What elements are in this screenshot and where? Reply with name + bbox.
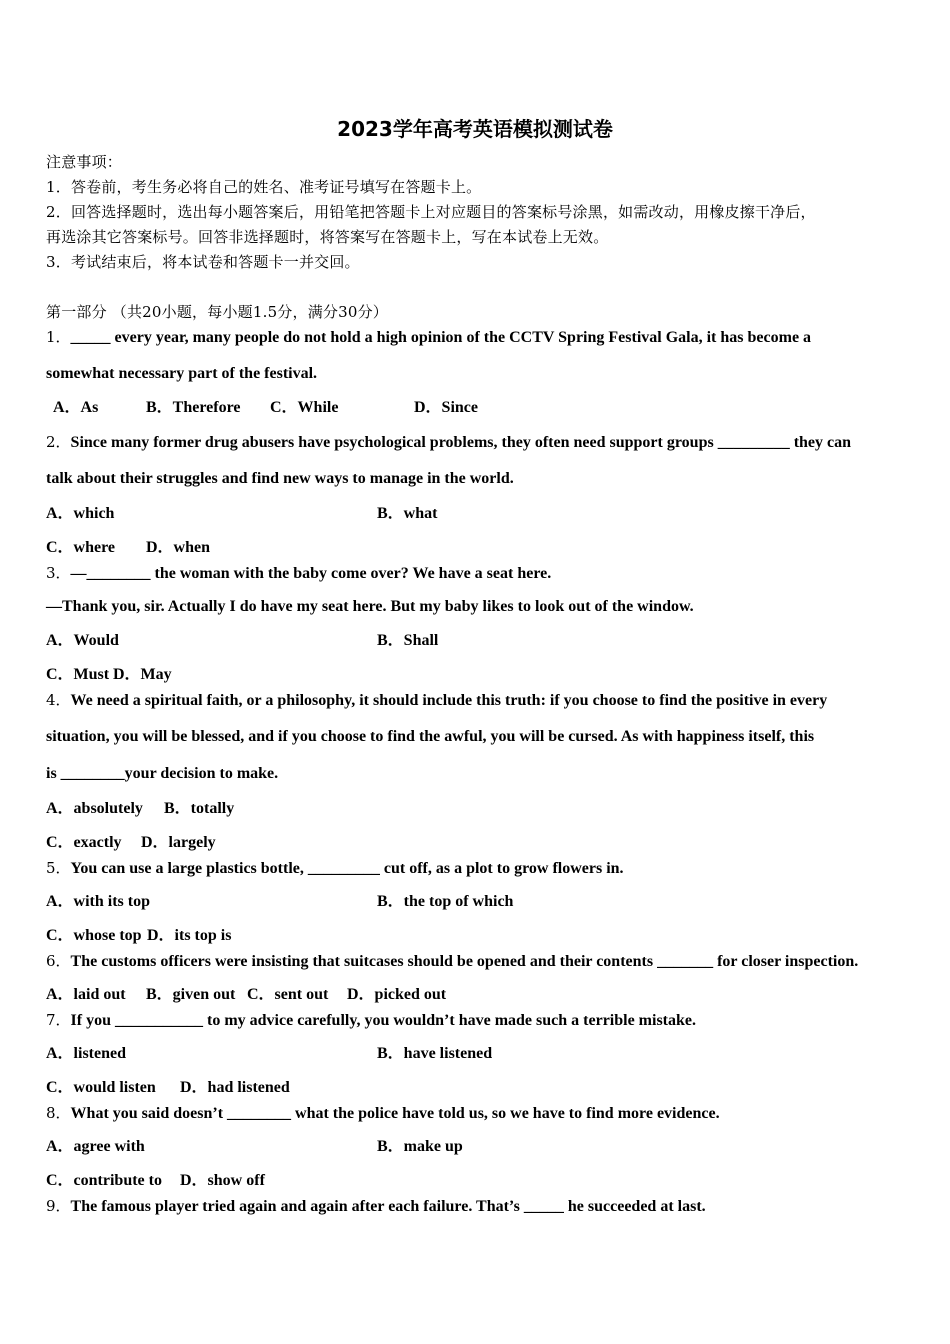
option-c[interactable]: C．While [270, 399, 339, 416]
question-3 [46, 563, 551, 584]
option-c[interactable]: C．where [46, 539, 116, 556]
question-text: What you said doesn’t ________ what the police have told us, so we have to find more evidence. [70, 1105, 720, 1122]
question-text-cont: is ________your decision to make. [46, 765, 279, 782]
question-7 [46, 1010, 696, 1031]
option-b[interactable]: B．Therefore [146, 399, 241, 416]
question-text: —________ the woman with the baby come over? We have a seat here. [70, 565, 552, 582]
option-d[interactable]: D．when [146, 539, 211, 556]
question-text: You can use a large plastics bottle, _________ cut off, as a plot to grow flowers in. [70, 860, 624, 877]
option-a[interactable]: A．agree with [46, 1138, 145, 1155]
option-c[interactable]: C．contribute to [46, 1172, 162, 1189]
question-text-cont: situation, you will be blessed, and if you choose to find the awful, you will be cursed. As with happiness itself, this [46, 728, 815, 745]
question-text-cont: —Thank you, sir. Actually I do have my seat here. But my baby likes to look out of the window. [46, 598, 694, 615]
question-number: 9． [46, 1197, 71, 1215]
option-c[interactable]: C．sent out [247, 986, 329, 1003]
question-1 [46, 327, 811, 348]
option-b[interactable]: B．totally [164, 800, 235, 817]
option-d[interactable]: D．picked out [347, 986, 447, 1003]
question-9 [46, 1196, 706, 1217]
option-a[interactable]: A．with its top [46, 893, 151, 910]
option-d[interactable]: D．show off [180, 1172, 265, 1189]
option-c[interactable]: C．whose top [46, 927, 142, 944]
option-d[interactable]: D．May [113, 666, 172, 683]
question-2 [46, 432, 851, 453]
section-heading: 第一部分 （共20小题，每小题1.5分，满分30分） [46, 303, 388, 321]
question-5 [46, 858, 624, 879]
question-text-cont: talk about their struggles and find new ways to manage in the world. [46, 470, 514, 487]
question-number: 8． [46, 1104, 71, 1122]
question-8 [46, 1103, 720, 1124]
option-d[interactable]: D．largely [141, 834, 216, 851]
question-4 [46, 690, 827, 711]
option-d[interactable]: D．Since [414, 399, 479, 416]
option-a[interactable]: A．Would [46, 632, 119, 649]
notice-item: 2．回答选择题时，选出每小题答案后，用铅笔把答题卡上对应题目的答案标号涂黑，如需改动，用橡皮擦干净后， [46, 203, 816, 221]
question-number: 4． [46, 691, 71, 709]
question-text: If you ___________ to my advice carefully, you wouldn’t have made such a terrible mistake. [70, 1012, 697, 1029]
option-a[interactable]: A．As [53, 399, 99, 416]
question-number: 3． [46, 564, 71, 582]
option-a[interactable]: A．laid out [46, 986, 126, 1003]
question-text: The customs officers were insisting that suitcases should be opened and their contents _______ for closer inspection. [70, 953, 859, 970]
option-b[interactable]: B．Shall [377, 632, 439, 649]
option-b[interactable]: B．given out [146, 986, 236, 1003]
option-d[interactable]: D．its top is [147, 927, 232, 944]
question-number: 1． [46, 328, 71, 346]
question-text: Since many former drug abusers have psychological problems, they often need support groups _________ they can [70, 434, 852, 451]
option-c[interactable]: C．exactly [46, 834, 122, 851]
notice-heading: 注意事项： [46, 153, 123, 171]
question-text: We need a spiritual faith, or a philosophy, it should include this truth: if you choose to find the positive in every [70, 692, 828, 709]
option-b[interactable]: B．the top of which [377, 893, 514, 910]
option-b[interactable]: B．make up [377, 1138, 463, 1155]
option-a[interactable]: A．absolutely [46, 800, 143, 817]
question-number: 7． [46, 1011, 71, 1029]
option-c[interactable]: C．would listen [46, 1079, 156, 1096]
question-text: _____ every year, many people do not hold a high opinion of the CCTV Spring Festival Gala, it has become a [70, 329, 812, 346]
question-number: 5． [46, 859, 71, 877]
question-6 [46, 951, 858, 972]
option-c[interactable]: C．Must [46, 666, 110, 683]
option-d[interactable]: D．had listened [180, 1079, 290, 1096]
question-text-cont: somewhat necessary part of the festival. [46, 365, 318, 382]
option-b[interactable]: B．what [377, 505, 438, 522]
question-text: The famous player tried again and again after each failure. That’s _____ he succeeded at last. [70, 1198, 706, 1215]
question-number: 6． [46, 952, 71, 970]
option-a[interactable]: A．listened [46, 1045, 127, 1062]
notice-item: 再选涂其它答案标号。回答非选择题时，将答案写在答题卡上，写在本试卷上无效。 [46, 228, 609, 246]
question-number: 2． [46, 433, 71, 451]
option-a[interactable]: A．which [46, 505, 115, 522]
page-title: 2023学年高考英语模拟测试卷 [337, 117, 613, 141]
option-b[interactable]: B．have listened [377, 1045, 493, 1062]
notice-item: 1．答卷前，考生务必将自己的姓名、准考证号填写在答题卡上。 [46, 178, 482, 196]
notice-item: 3．考试结束后，将本试卷和答题卡一并交回。 [46, 253, 360, 271]
